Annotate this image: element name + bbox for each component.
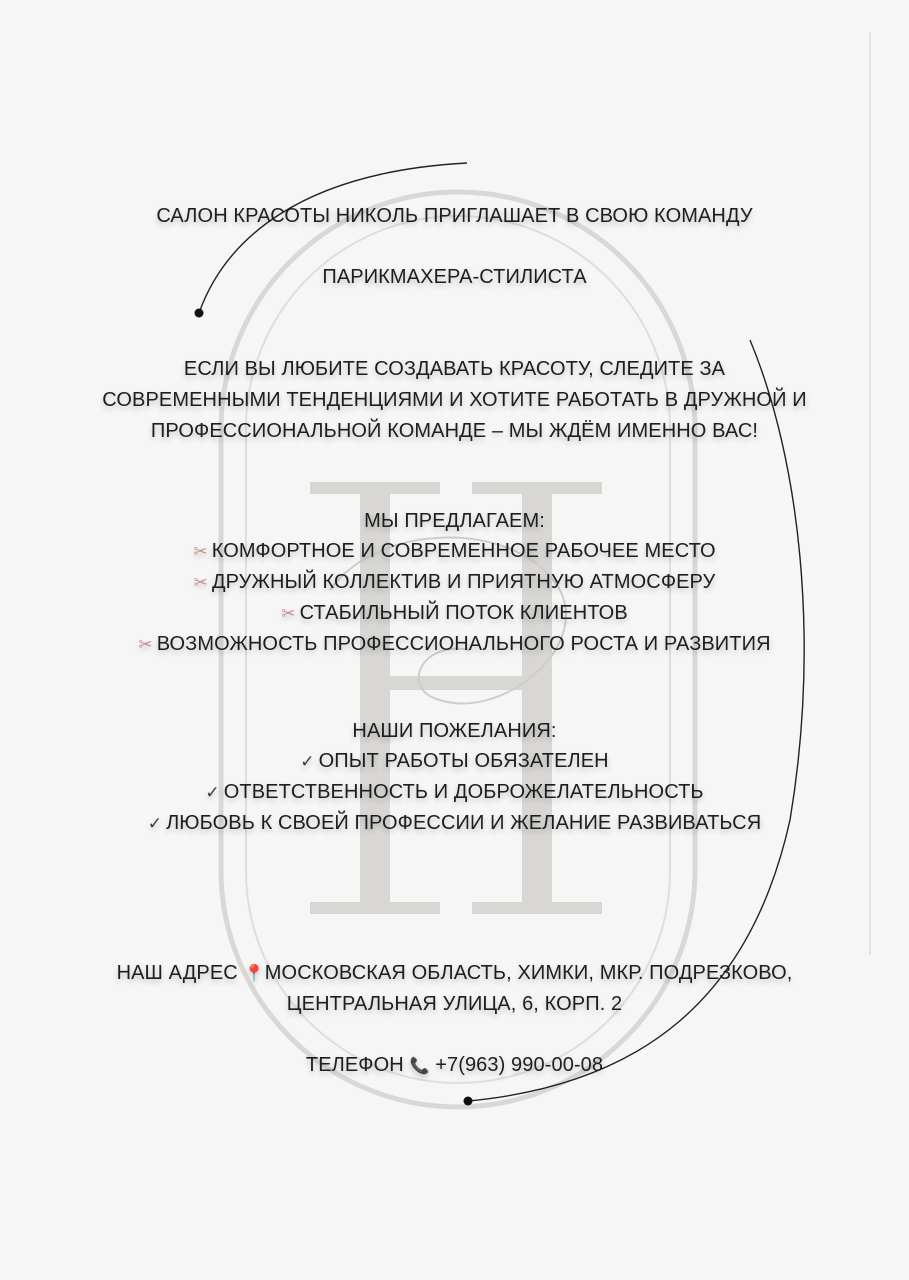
job-role-text: ПАРИКМАХЕРА-СТИЛИСТА bbox=[322, 266, 587, 288]
offer-item-text: КОМФОРТНОЕ И СОВРЕМЕННОЕ РАБОЧЕЕ МЕСТО bbox=[211, 540, 716, 562]
scissors-icon: ✂ bbox=[138, 635, 153, 654]
offer-item bbox=[0, 567, 909, 598]
phone-section bbox=[0, 1050, 909, 1082]
check-icon: ✓ bbox=[300, 752, 315, 771]
address-section bbox=[0, 958, 909, 1020]
accent-dot-bottom bbox=[464, 1097, 473, 1106]
scissors-icon: ✂ bbox=[193, 542, 208, 561]
wishes-section bbox=[0, 716, 909, 839]
wish-item bbox=[0, 746, 909, 777]
location-pin-icon: 📍 bbox=[243, 964, 265, 983]
intro-line: ЕСЛИ ВЫ ЛЮБИТЕ СОЗДАВАТЬ КРАСОТУ, СЛЕДИТЕ ЗА bbox=[183, 358, 726, 380]
offer-item-text: СТАБИЛЬНЫЙ ПОТОК КЛИЕНТОВ bbox=[299, 602, 628, 624]
phone-number[interactable]: +7(963) 990-00-08 bbox=[435, 1054, 604, 1076]
wishes-heading: НАШИ ПОЖЕЛАНИЯ: bbox=[352, 720, 557, 742]
wish-item bbox=[0, 808, 909, 839]
offer-item-text: ВОЗМОЖНОСТЬ ПРОФЕССИОНАЛЬНОГО РОСТА И РАЗВИТИЯ bbox=[156, 633, 771, 655]
offer-section bbox=[0, 506, 909, 660]
accent-dot-top bbox=[195, 309, 204, 318]
intro-line: ПРОФЕССИОНАЛЬНОЙ КОМАНДЕ – МЫ ЖДЁМ ИМЕННО ВАС! bbox=[150, 420, 759, 442]
offer-item bbox=[0, 536, 909, 567]
offer-item bbox=[0, 598, 909, 629]
job-title-heading bbox=[0, 202, 909, 230]
wish-item-text: ОТВЕТСТВЕННОСТЬ И ДОБРОЖЕЛАТЕЛЬНОСТЬ bbox=[223, 781, 704, 803]
wish-item bbox=[0, 777, 909, 808]
address-line: ЦЕНТРАЛЬНАЯ УЛИЦА, 6, КОРП. 2 bbox=[286, 993, 623, 1015]
phone-label: ТЕЛЕФОН bbox=[305, 1054, 404, 1076]
scissors-icon: ✂ bbox=[193, 573, 208, 592]
wish-item-text: ЛЮБОВЬ К СВОЕЙ ПРОФЕССИИ И ЖЕЛАНИЕ РАЗВИВАТЬСЯ bbox=[166, 812, 762, 834]
check-icon: ✓ bbox=[205, 783, 220, 802]
address-text: МОСКОВСКАЯ ОБЛАСТЬ, ХИМКИ, МКР. ПОДРЕЗКОВО, bbox=[264, 962, 793, 984]
offer-item bbox=[0, 629, 909, 660]
salon-invitation-title: САЛОН КРАСОТЫ НИКОЛЬ ПРИГЛАШАЕТ В СВОЮ КОМАНДУ bbox=[156, 205, 753, 227]
intro-line: СОВРЕМЕННЫМИ ТЕНДЕНЦИЯМИ И ХОТИТЕ РАБОТАТЬ В ДРУЖНОЙ И bbox=[102, 389, 807, 411]
address-line bbox=[0, 958, 909, 989]
job-role bbox=[0, 263, 909, 291]
phone-icon: 📞 bbox=[409, 1058, 430, 1075]
offer-heading: МЫ ПРЕДЛАГАЕМ: bbox=[364, 510, 545, 532]
address-label: НАШ АДРЕС bbox=[116, 962, 238, 984]
intro-paragraph bbox=[0, 354, 909, 447]
phone-line bbox=[0, 1050, 909, 1082]
check-icon: ✓ bbox=[147, 814, 163, 833]
scissors-icon: ✂ bbox=[281, 604, 296, 623]
wish-item-text: ОПЫТ РАБОТЫ ОБЯЗАТЕЛЕН bbox=[318, 750, 609, 772]
offer-item-text: ДРУЖНЫЙ КОЛЛЕКТИВ И ПРИЯТНУЮ АТМОСФЕРУ bbox=[211, 571, 716, 593]
